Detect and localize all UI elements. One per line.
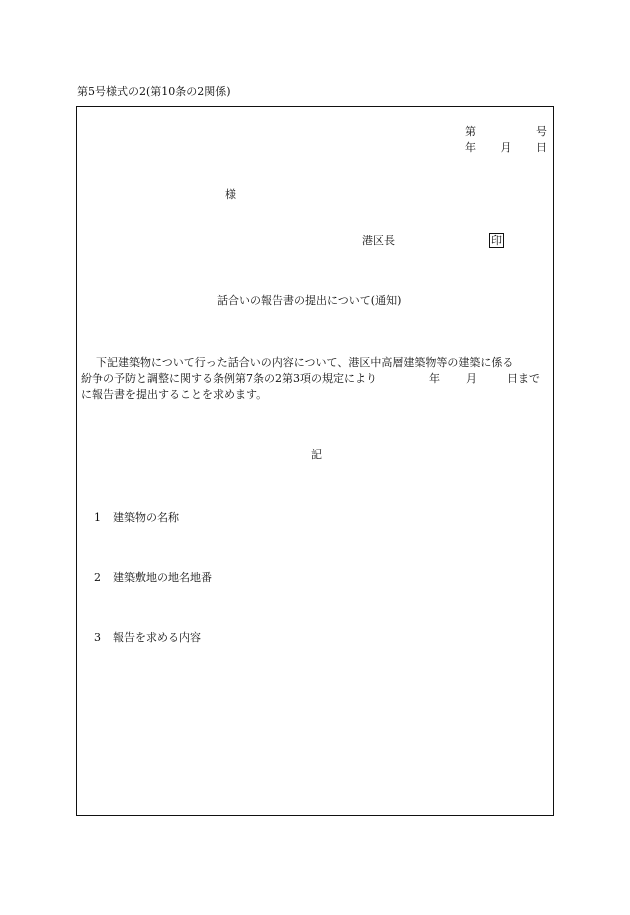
official-seal: [489, 233, 504, 248]
date-day: 日: [536, 141, 547, 154]
item-number: 2: [94, 571, 101, 584]
item-number: 3: [94, 631, 101, 644]
item-number: 1: [94, 511, 101, 524]
list-item: [94, 570, 212, 585]
item-label: 建築敷地の地名地番: [113, 571, 212, 584]
date-year: 年: [465, 141, 476, 154]
item-label: 報告を求める内容: [113, 631, 201, 644]
list-item: [94, 630, 201, 645]
form-number-label: 第5号様式の2(第10条の2関係): [77, 85, 231, 98]
document-date-row: [465, 140, 547, 155]
ki-heading: 記: [311, 448, 322, 461]
sender-title: 港区長: [362, 234, 395, 247]
seal-mark: 印: [491, 234, 502, 247]
document-number-row: [465, 124, 547, 139]
document-number-suffix: 号: [536, 125, 547, 138]
document-title: 話合いの報告書の提出について(通知): [217, 294, 402, 307]
document-number-prefix: 第: [465, 125, 476, 138]
body-line-3: に報告書を提出することを求めます。: [81, 388, 268, 401]
form-frame: [76, 106, 554, 816]
body-line-1: 下記建築物について行った話合いの内容について、港区中高層建築物等の建築に係る: [96, 356, 514, 369]
list-item: [94, 510, 179, 525]
recipient-honorific: 様: [225, 188, 236, 201]
body-line-2: 紛争の予防と調整に関する条例第7条の2第3項の規定により 年 月 日まで: [81, 372, 540, 385]
item-label: 建築物の名称: [113, 511, 179, 524]
date-month: 月: [500, 141, 512, 154]
notice-body: [81, 355, 549, 403]
